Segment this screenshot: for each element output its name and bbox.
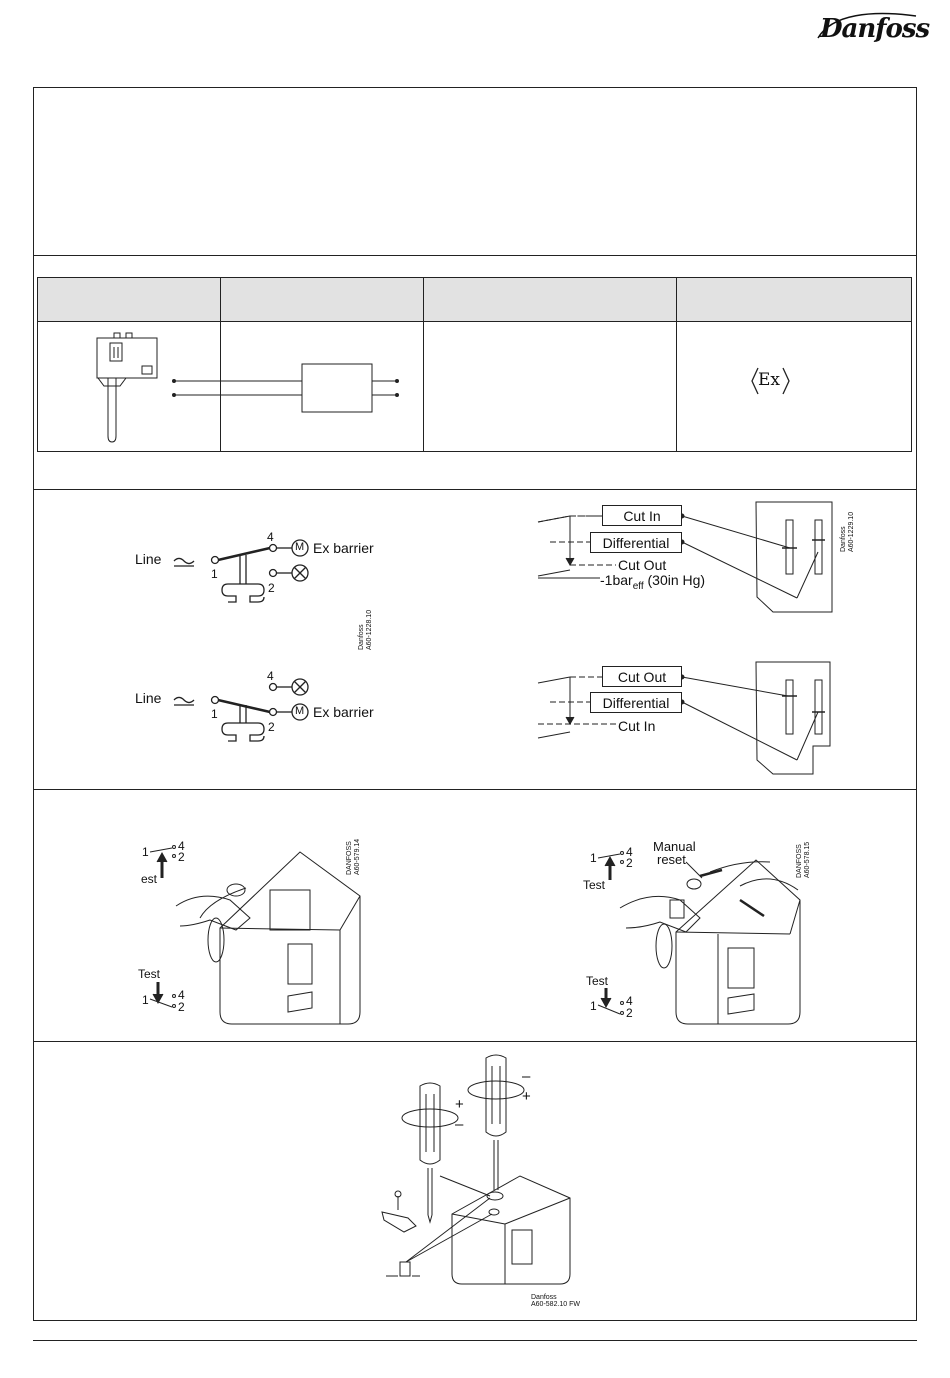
manual-reset-label-1: Manual: [653, 839, 696, 854]
cut-in-label: Cut In: [618, 718, 656, 734]
terminal-1-label: 1: [590, 999, 597, 1013]
ref-brand: Danfoss: [358, 624, 365, 650]
ref-brand: DANFOSS: [796, 844, 803, 878]
test-label-bottom: Test: [138, 967, 161, 981]
plus-sign-2: +: [522, 1088, 531, 1105]
line-label: Line: [135, 551, 162, 567]
terminal-4-label: 4: [267, 530, 274, 544]
motor-symbol: M: [295, 541, 305, 553]
terminal-2-label: 2: [626, 1006, 633, 1020]
ex-barrier-label: Ex barrier: [313, 540, 374, 556]
cut-out-label: Cut Out: [602, 666, 682, 687]
terminal-2-label: 2: [178, 850, 185, 864]
minus-sign-2: –: [522, 1068, 531, 1085]
test-label-top: Test: [583, 878, 606, 892]
motor-symbol: M: [295, 705, 305, 717]
terminal-2-label: 2: [178, 1000, 185, 1014]
terminal-4-label: 4: [267, 669, 274, 683]
ref-code: A60-1228.10: [366, 609, 373, 650]
screwdriver-icon: [402, 1083, 458, 1222]
ref-brand: Danfoss: [840, 526, 847, 552]
cut-in-label: Cut In: [602, 505, 682, 526]
ref-brand: Danfoss: [531, 1294, 557, 1301]
terminal-2-label: 2: [268, 581, 275, 595]
minus-sign-1: –: [455, 1116, 464, 1133]
terminal-4-label: 4: [626, 994, 633, 1008]
terminal-4-label: 4: [178, 839, 185, 853]
footer-rule: [33, 1340, 917, 1341]
screwdriver-icon: [468, 1055, 524, 1190]
terminal-1-label: 1: [590, 851, 597, 865]
ref-code: A60-582.10 FW: [531, 1301, 581, 1308]
test-label-bottom: Test: [586, 974, 609, 988]
plus-sign-1: +: [455, 1096, 464, 1113]
terminal-1-label: 1: [142, 845, 149, 859]
terminal-4-label: 4: [178, 988, 185, 1002]
terminal-4-label: 4: [626, 845, 633, 859]
ref-code: A60-578.15: [804, 841, 811, 878]
ex-mark: Ex: [758, 370, 780, 390]
terminal-1-label: 1: [211, 567, 218, 581]
ref-code: A60-579.14: [354, 838, 361, 875]
line-label: Line: [135, 690, 162, 706]
differential-label: Differential: [590, 692, 682, 713]
terminal-1-label: 1: [211, 707, 218, 721]
vacuum-label: -1bar$_{eff}$ (30in Hg): [600, 572, 706, 592]
terminal-2-label: 2: [268, 720, 275, 734]
ref-code: A60-1229.10: [848, 511, 855, 552]
terminal-1-label: 1: [142, 993, 149, 1007]
ex-barrier-label: Ex barrier: [313, 704, 374, 720]
switch-housing-icon: [452, 1176, 570, 1284]
cut-out-label: Cut Out: [618, 557, 667, 573]
ref-brand: DANFOSS: [346, 841, 353, 875]
terminal-2-label: 2: [626, 856, 633, 870]
test-label-top: est: [141, 872, 158, 886]
logo-text: Danfoss: [820, 14, 930, 44]
differential-label: Differential: [590, 532, 682, 553]
manual-reset-label-2: reset: [657, 852, 686, 867]
